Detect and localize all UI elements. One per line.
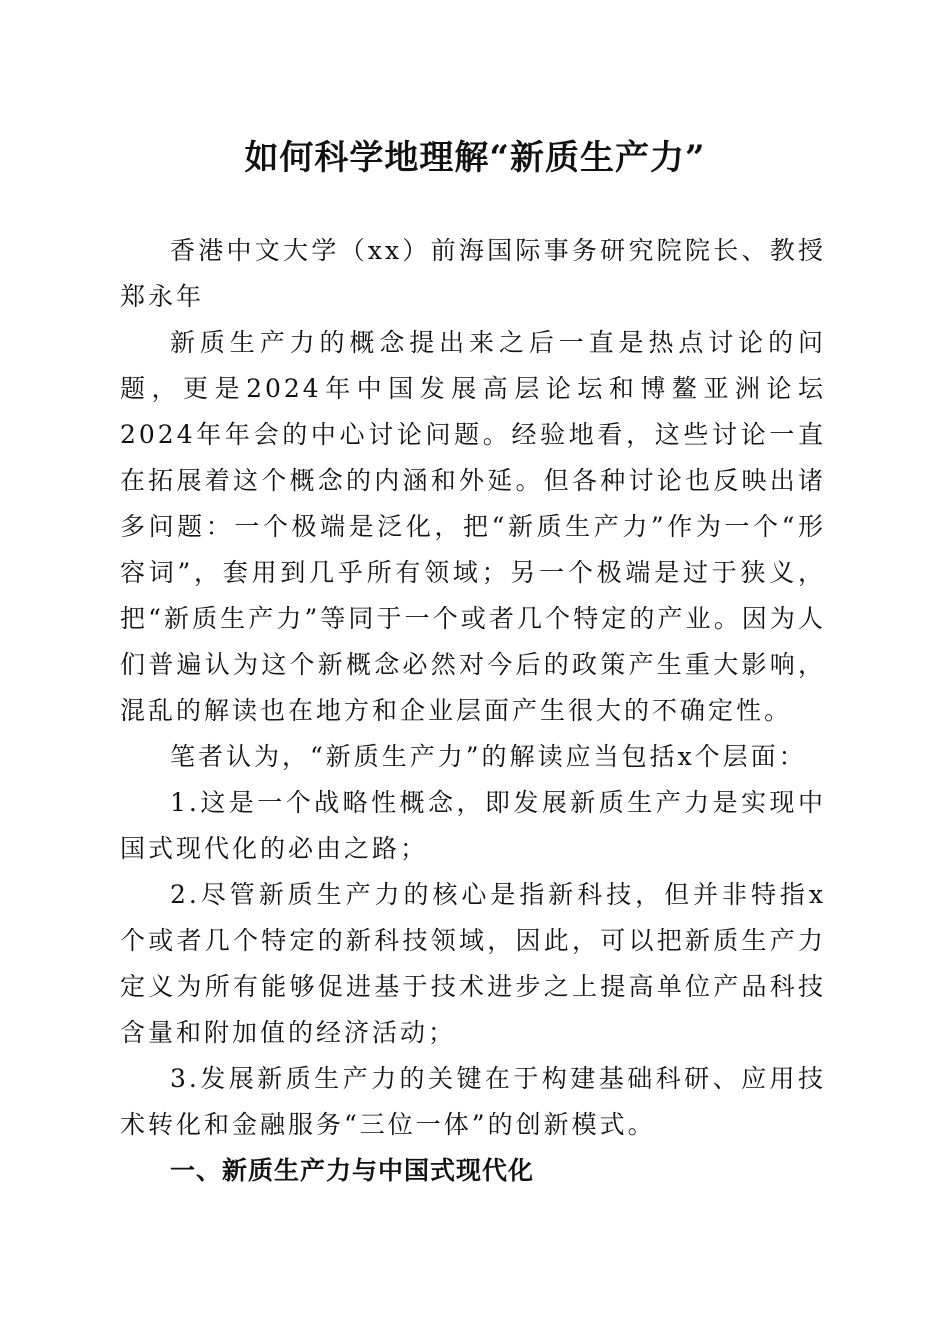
list-item: 2.尽管新质生产力的核心是指新科技，但并非特指x个或者几个特定的新科技领域，因此，可以把新质生产力定义为所有能够促进基于技术进步之上提高单位产品科技含量和附加值的经济活动；: [120, 880, 826, 1047]
list-item: 3.发展新质生产力的关键在于构建基础科研、应用技术转化和金融服务“三位一体”的创新模式。: [120, 1064, 826, 1139]
author-line: 香港中文大学（xx）前海国际事务研究院院长、教授郑永年: [120, 236, 826, 311]
body-paragraph: 新质生产力的概念提出来之后一直是热点讨论的问题，更是2024年中国发展高层论坛和博鳌亚洲论坛2024年年会的中心讨论问题。经验地看，这些讨论一直在拓展着这个概念的内涵和外延。但各种讨论也反映出诸多问题：一个极端是泛化，把“新质生产力”作为一个“形容词”，套用到几乎所有领域；另一个极端是过于狭义，把“新质生产力”等同于一个或者几个特定的产业。因为人们普遍认为这个新概念必然对今后的政策产生重大影响，混乱的解读也在地方和企业层面产生很大的不确定性。: [120, 328, 826, 725]
list-item: 1.这是一个战略性概念，即发展新质生产力是实现中国式现代化的必由之路；: [120, 788, 826, 863]
document-body: [120, 228, 826, 1194]
section-heading: 一、新质生产力与中国式现代化: [170, 1156, 535, 1185]
body-paragraph: 笔者认为，“新质生产力”的解读应当包括x个层面：: [170, 742, 807, 771]
document-title: 如何科学地理解“新质生产力”: [244, 138, 706, 178]
